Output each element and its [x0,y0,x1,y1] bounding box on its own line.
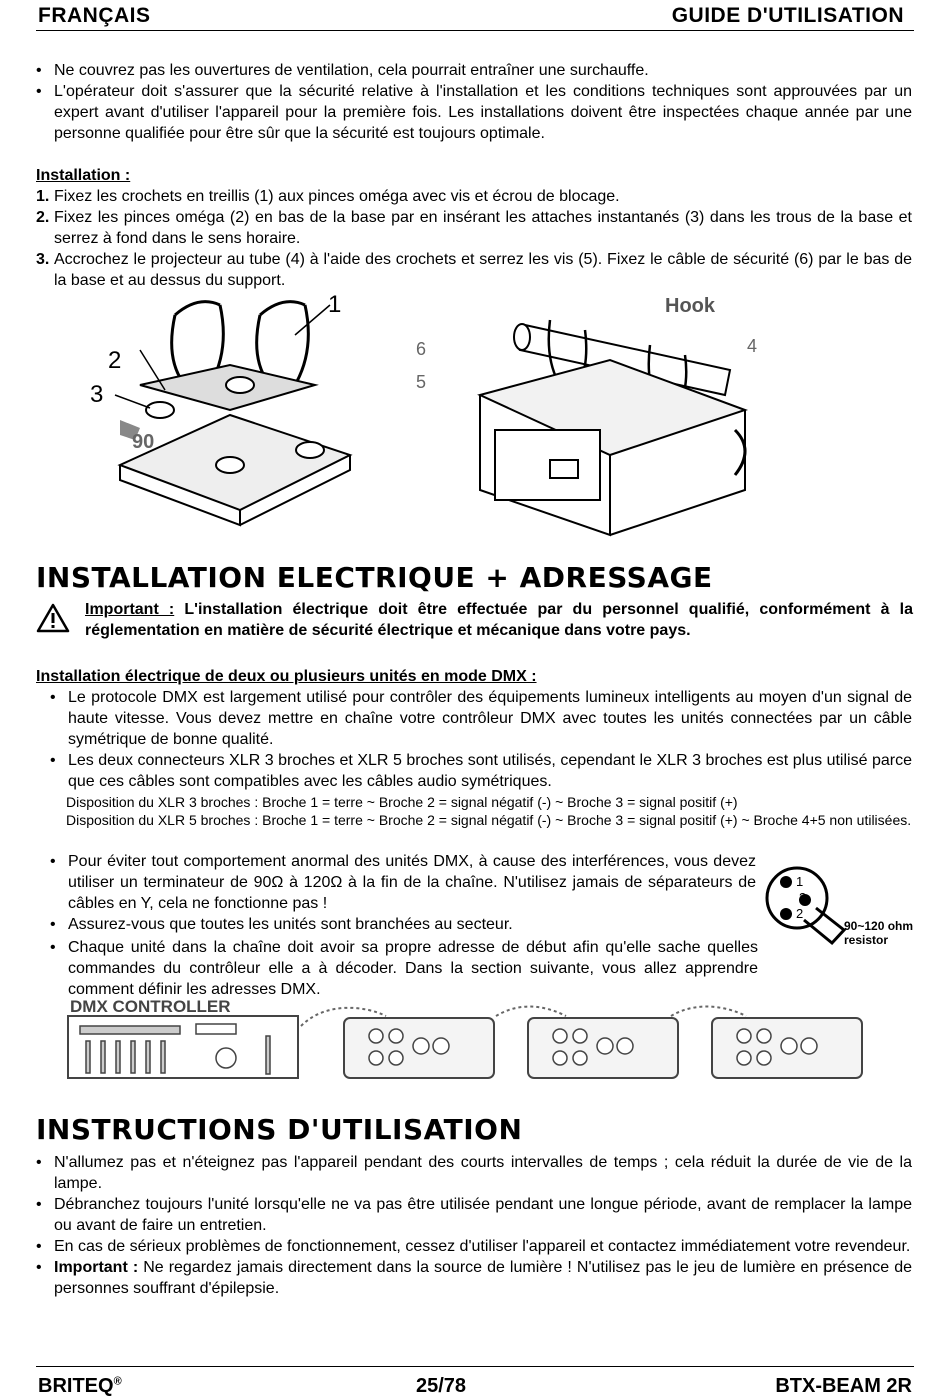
label-3: 3 [90,381,104,408]
header-title: GUIDE D'UTILISATION [671,4,904,27]
pin-2-label: 2 [796,906,804,921]
dmx-bullet: • Chaque unité dans la chaîne doit avoir sa propre adresse de début afin qu'elle sache quelles commandes du contrôleur elle a à décoder. Dans la section suivante, vous allez apprendre comment définir les adresses DMX. [36,937,912,1000]
header-language: FRANÇAIS [38,4,151,27]
installation-section [36,165,912,291]
resistor-label: 90~120 ohm [844,919,914,933]
important-notice [85,599,913,641]
footer-model: BTX-BEAM 2R [775,1375,912,1397]
usage-bullet: • Débranchez toujours l'unité lorsqu'elle ne va pas être utilisée pendant une longue période, avant de remplacer la lampe ou avant de faire un entretien. [36,1194,912,1236]
dmx-bullet: • Assurez-vous que toutes les unités sont branchées au secteur. [36,914,756,935]
label-90: 90 [132,431,155,453]
usage-section [36,1152,912,1299]
installation-step: 2. Fixez les pinces oméga (2) en bas de la base par en insérant les attaches instantanés (3) dans les trous de la base et serrez à fond dans le sens horaire. [36,209,912,247]
usage-important-label: Important : [54,1259,139,1276]
intro-bullet: • L'opérateur doit s'assurer que la sécurité relative à l'installation et les conditions techniques sont approuvées par un expert avant d'utiliser l'appareil pour la première fois. Les installations doivent être inspectées chaque année par une personne qualifiée pour être sûr que la sécurité est toujours optimale. [36,81,912,144]
usage-bullet: • En cas de sérieux problèmes de fonctionnement, cessez d'utiliser l'appareil et contactez immédiatement votre revendeur. [36,1236,912,1257]
usage-bullet: • N'allumez pas et n'éteignez pas l'appareil pendant des courts intervalles de temps ; cela réduit la durée de vie de la lampe. [36,1152,912,1194]
xlr5-pinout: Disposition du XLR 5 broches : Broche 1 = terre ~ Broche 2 = signal négatif (-) ~ Broche 3 = signal positif (+) ~ Broche 4+5 non utilisées. [66,812,912,828]
clamp-mounting-figure [80,290,370,535]
intro-bullet: • Ne couvrez pas les ouvertures de ventilation, cela pourrait entraîner une surchauffe. [36,60,912,81]
resistor-label-2: resistor [844,933,889,947]
xlr3-pinout: Disposition du XLR 3 broches : Broche 1 = terre ~ Broche 2 = signal négatif (-) ~ Broche 3 = signal positif (+) [66,794,738,810]
label-hook: Hook [665,295,715,317]
label-1: 1 [328,291,342,318]
page-footer [36,1366,914,1397]
label-6: 6 [416,339,427,359]
dmx-bullet: • Les deux connecteurs XLR 3 broches et XLR 5 broches sont utilisés, cependant le XLR 3 broches est plus utilisé parce que ces câbles sont compatibles avec les câbles audio symétriques. [36,750,912,792]
page-header [36,2,914,31]
installation-step: 3. Accrochez le projecteur au tube (4) à l'aide des crochets et serrez les vis (5). Fixez le câble de sécurité (6) par le bas de la base et au dessus du support. [36,251,912,289]
pin-1-label: 1 [796,874,804,889]
label-4: 4 [747,336,758,356]
dmx-controller-label: DMX CONTROLLER [70,997,231,1016]
page-number: 25/78 [416,1375,467,1397]
projector-hook-figure [410,290,770,540]
electrical-heading: INSTALLATION ELECTRIQUE + ADRESSAGE [36,561,713,594]
usage-heading: INSTRUCTIONS D'UTILISATION [36,1113,523,1146]
dmx-subtitle: Installation électrique de deux ou plusieurs unités en mode DMX : [36,668,537,685]
label-2: 2 [108,347,122,374]
label-5: 5 [416,372,427,392]
important-label: Important : [85,601,175,618]
intro-section [36,60,912,144]
footer-brand: BRITEQ® [38,1375,122,1397]
installation-title: Installation : [36,167,131,184]
dmx-chain-figure [66,996,916,1088]
important-text: L'installation électrique doit être effectuée par du personnel qualifié, conformément à la réglementation en matière de sécurité électrique et mécanique dans votre pays. [85,601,913,639]
xlr-terminator-figure [762,858,927,958]
dmx-section-2 [36,851,756,935]
dmx-section [36,666,912,829]
usage-important-text: Ne regardez jamais directement dans la source de lumière ! N'utilisez pas le jeu de lumière en présence de personnes souffrant d'épilepsie. [54,1259,913,1297]
installation-step: 1. Fixez les crochets en treillis (1) aux pinces oméga avec vis et écrou de blocage. [36,188,620,205]
warning-triangle-icon [36,602,70,634]
dmx-bullet: • Pour éviter tout comportement anormal des unités DMX, à cause des interférences, vous devez utiliser un terminateur de 90Ω à 120Ω à la fin de la chaîne. N'utilisez jamais de séparateurs de câbles en Y, cela ne fonctionne pas ! [36,851,756,914]
usage-bullet [36,1257,912,1299]
pin-3-label: 3 [799,890,807,905]
dmx-bullet: • Le protocole DMX est largement utilisé pour contrôler des équipements lumineux intelligents au moyen d'un signal de haute vitesse. Vous devez mettre en chaîne votre contrôleur DMX avec toutes les unités connectées par un câble symétrique de bonne qualité. [36,687,912,750]
